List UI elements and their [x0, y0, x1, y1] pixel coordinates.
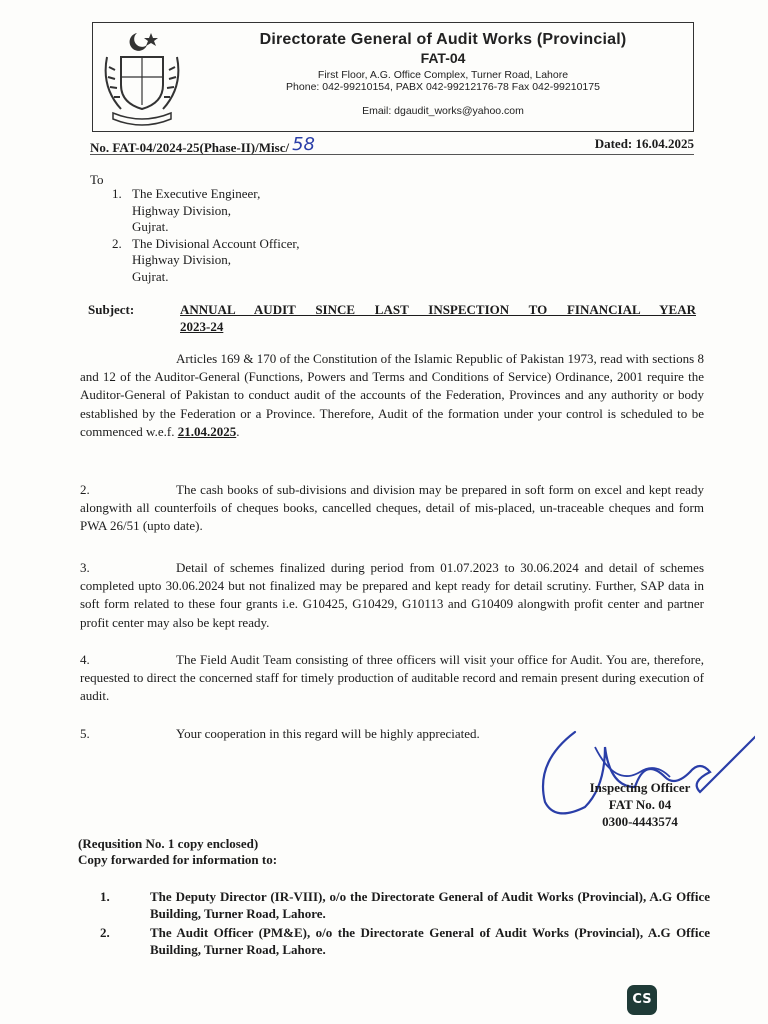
recipient-1-line-1: 1. The Executive Engineer,: [112, 186, 261, 201]
signatory-unit: FAT No. 04: [608, 797, 672, 812]
recipient-2-line-2: Highway Division,: [132, 252, 231, 267]
recipient-list: [112, 186, 299, 285]
to-label: To: [90, 172, 104, 187]
subject-title-year: 2023-24: [180, 319, 224, 334]
copy-recipient-1: 1. The Deputy Director (IR-VIII), o/o the Directorate General of Audit Works (Provincial), A.G Office Building, Turner Road, Lahore.: [100, 889, 710, 921]
government-emblem-icon: [99, 27, 185, 127]
copy-forwarded-label: Copy forwarded for information to:: [78, 852, 278, 867]
camscanner-badge-icon: CS: [627, 985, 657, 1015]
recipient-1-line-3: Gujrat.: [132, 219, 169, 234]
phone-line: Phone: 042-99210154, PABX 042-99212176-78 Fax 042-99210175: [286, 81, 600, 93]
paragraph-2: 2. The cash books of sub-divisions and division may be prepared in soft form on excel and kept ready alongwith all counterfoils of cheques books, cancelled cheques, detail of mis-placed, un-traceable cheques and form PWA 26/51 (upto date).: [80, 482, 704, 534]
letter-date: Dated: 16.04.2025: [594, 136, 694, 151]
enclosure-note: (Requsition No. 1 copy enclosed): [78, 836, 259, 851]
signatory-block: [570, 779, 710, 830]
organization-name: Directorate General of Audit Works (Provincial): [259, 31, 627, 48]
subject-label: Subject:: [88, 302, 135, 317]
office-address: First Floor, A.G. Office Complex, Turner Road, Lahore: [317, 69, 569, 81]
paragraph-1: Articles 169 & 170 of the Constitution of the Islamic Republic of Pakistan 1973, read with sections 8 and 12 of the Auditor-General (Functions, Powers and Terms and Conditions of Service) Ordinance, 2001 require the Auditor-General of Pakistan to conduct audit of the accounts of the Federation, Provinces and any authority or body established by the Federation or a Province. Therefore, Audit of the formation under your control is scheduled to be commenced w.e.f. 21.04.2025.: [80, 351, 704, 439]
unit-name: FAT-04: [420, 50, 466, 66]
letterhead-text: [193, 31, 693, 117]
recipient-2-line-3: Gujrat.: [132, 268, 169, 284]
subject-title: ANNUAL AUDIT SINCE LAST INSPECTION TO FINANCIAL YEAR: [180, 302, 696, 317]
reference-divider: [90, 154, 694, 155]
letterhead: [92, 22, 694, 132]
signatory-title: Inspecting Officer: [589, 780, 691, 795]
handwritten-number: 58: [292, 134, 315, 155]
recipient-2-line-1: 2. The Divisional Account Officer,: [112, 235, 300, 251]
paragraph-5: 5. Your cooperation in this regard will be highly appreciated.: [80, 726, 480, 741]
copy-recipient-2: 2. The Audit Officer (PM&E), o/o the Directorate General of Audit Works (Provincial), A.G Office Building, Turner Road, Lahore.: [100, 925, 710, 957]
email-line: Email: dgaudit_works@yahoo.com: [362, 105, 524, 117]
reference-number: No. FAT-04/2024-25(Phase-II)/Misc/ 58: [90, 134, 315, 155]
paragraph-4: 4. The Field Audit Team consisting of three officers will visit your office for Audit. You are, therefore, requested to direct the concerned staff for timely production of auditable record and remain present during execution of audit.: [80, 652, 704, 704]
paragraph-3: 3. Detail of schemes finalized during period from 01.07.2023 to 30.06.2024 and detail of schemes completed upto 30.06.2024 but not finalized may be prepared and kept ready for detail scrutiny. Further, SAP data in soft form related to these four grants i.e. G10425, G10429, G10113 and G10409 alongwith profit center and partner profit center may also be kept ready.: [80, 560, 704, 630]
signatory-phone: 0300-4443574: [602, 814, 678, 829]
recipient-1-line-2: Highway Division,: [132, 202, 231, 218]
audit-start-date: 21.04.2025: [177, 423, 237, 439]
